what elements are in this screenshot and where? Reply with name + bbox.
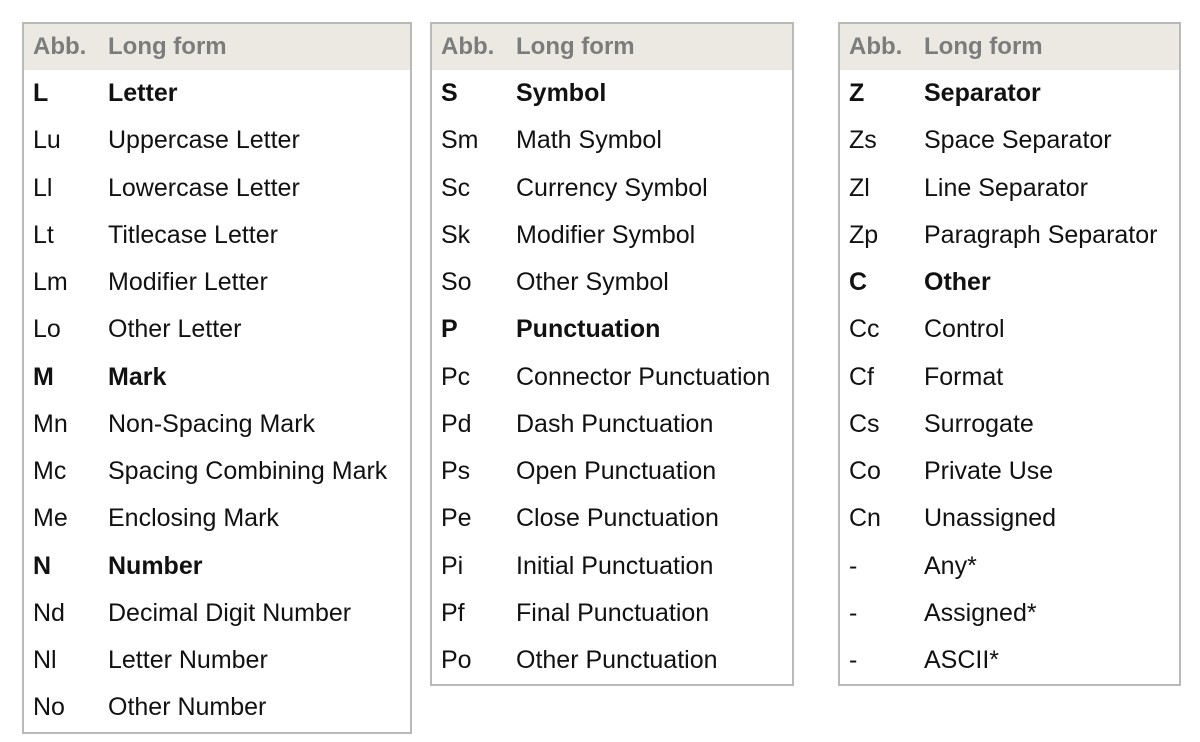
abbreviation-cell: Pd — [441, 409, 472, 438]
long-form-cell: Punctuation — [516, 315, 661, 344]
abbreviation-cell: Pe — [441, 504, 472, 533]
header-long-form: Long form — [915, 23, 1180, 70]
header-abbreviation: Abb. — [23, 23, 99, 70]
category-row — [23, 495, 411, 542]
abbreviation-cell: Sm — [441, 126, 479, 155]
category-row — [23, 306, 411, 353]
abbreviation-cell: P — [441, 315, 458, 344]
abbreviation-cell: Cf — [849, 362, 874, 391]
category-table-letters-marks-numbers — [22, 22, 412, 734]
category-row — [23, 117, 411, 164]
table-body — [839, 70, 1180, 685]
long-form-cell: Letter Number — [108, 646, 268, 675]
long-form-cell: Separator — [924, 79, 1041, 108]
abbreviation-cell: Lo — [33, 315, 61, 344]
abbreviation-cell: Pi — [441, 551, 464, 580]
category-group-row — [23, 543, 411, 590]
abbreviation-cell: M — [33, 362, 54, 391]
long-form-cell: Line Separator — [924, 173, 1089, 202]
table-header-row — [839, 23, 1180, 70]
long-form-cell: Decimal Digit Number — [108, 598, 352, 627]
category-row — [431, 212, 793, 259]
category-row — [839, 590, 1180, 637]
table-body — [431, 70, 793, 685]
long-form-cell: Unassigned — [924, 504, 1057, 533]
abbreviation-cell: Lu — [33, 126, 61, 155]
category-row — [23, 590, 411, 637]
category-row — [431, 637, 793, 685]
abbreviation-cell: - — [849, 551, 858, 580]
category-row — [23, 165, 411, 212]
category-row — [23, 448, 411, 495]
long-form-cell: Control — [924, 315, 1005, 344]
category-row — [23, 212, 411, 259]
category-row — [431, 401, 793, 448]
abbreviation-cell: L — [33, 79, 49, 108]
category-row — [431, 448, 793, 495]
long-form-cell: Titlecase Letter — [108, 220, 278, 249]
long-form-cell: Format — [924, 362, 1004, 391]
long-form-cell: Modifier Symbol — [516, 220, 696, 249]
long-form-cell: Other — [924, 268, 991, 297]
header-long-form: Long form — [99, 23, 411, 70]
abbreviation-cell: So — [441, 268, 472, 297]
abbreviation-cell: Lt — [33, 220, 54, 249]
abbreviation-cell: Po — [441, 646, 472, 675]
long-form-cell: Other Punctuation — [516, 646, 718, 675]
abbreviation-cell: Zs — [849, 126, 877, 155]
long-form-cell: Paragraph Separator — [924, 220, 1158, 249]
abbreviation-cell: Ll — [33, 173, 53, 202]
long-form-cell: Private Use — [924, 457, 1054, 486]
abbreviation-cell: Ps — [441, 457, 471, 486]
abbreviation-cell: Cc — [849, 315, 880, 344]
category-group-row — [431, 306, 793, 353]
abbreviation-cell: Pf — [441, 598, 465, 627]
long-form-cell: Assigned* — [924, 598, 1037, 627]
long-form-cell: Currency Symbol — [516, 173, 708, 202]
long-form-cell: Final Punctuation — [516, 598, 710, 627]
long-form-cell: Lowercase Letter — [108, 173, 300, 202]
abbreviation-cell: Mn — [33, 409, 68, 438]
category-table-symbols-punctuation — [430, 22, 794, 686]
table-header-row — [23, 23, 411, 70]
category-row — [839, 495, 1180, 542]
long-form-cell: Space Separator — [924, 126, 1112, 155]
abbreviation-cell: Me — [33, 504, 68, 533]
category-table-separators-other — [838, 22, 1181, 686]
abbreviation-cell: Pc — [441, 362, 471, 391]
abbreviation-cell: C — [849, 268, 868, 297]
abbreviation-cell: Cs — [849, 409, 880, 438]
category-row — [23, 259, 411, 306]
long-form-cell: Open Punctuation — [516, 457, 717, 486]
long-form-cell: Any* — [924, 551, 977, 580]
long-form-cell: Initial Punctuation — [516, 551, 714, 580]
category-row — [839, 117, 1180, 164]
long-form-cell: Symbol — [516, 79, 607, 108]
long-form-cell: Number — [108, 551, 203, 580]
abbreviation-cell: Mc — [33, 457, 67, 486]
long-form-cell: Other Number — [108, 693, 267, 722]
table-header-row — [431, 23, 793, 70]
category-row — [839, 401, 1180, 448]
abbreviation-cell: N — [33, 551, 52, 580]
category-row — [431, 354, 793, 401]
header-long-form: Long form — [507, 23, 793, 70]
category-row — [839, 212, 1180, 259]
category-row — [23, 637, 411, 684]
abbreviation-cell: Sk — [441, 220, 471, 249]
long-form-cell: Other Symbol — [516, 268, 669, 297]
long-form-cell: Mark — [108, 362, 167, 391]
category-group-row — [431, 70, 793, 117]
category-row — [431, 117, 793, 164]
abbreviation-cell: No — [33, 693, 65, 722]
category-row — [23, 684, 411, 732]
long-form-cell: Surrogate — [924, 409, 1034, 438]
long-form-cell: Connector Punctuation — [516, 362, 771, 391]
abbreviation-cell: - — [849, 598, 858, 627]
long-form-cell: Letter — [108, 79, 178, 108]
category-row — [431, 495, 793, 542]
category-group-row — [839, 259, 1180, 306]
category-row — [839, 354, 1180, 401]
category-row — [839, 165, 1180, 212]
abbreviation-cell: - — [849, 646, 858, 675]
abbreviation-cell: S — [441, 79, 458, 108]
abbreviation-cell: Sc — [441, 173, 471, 202]
abbreviation-cell: Lm — [33, 268, 68, 297]
long-form-cell: Uppercase Letter — [108, 126, 300, 155]
long-form-cell: Close Punctuation — [516, 504, 719, 533]
category-row — [839, 448, 1180, 495]
abbreviation-cell: Nd — [33, 598, 65, 627]
long-form-cell: ASCII* — [924, 646, 1000, 675]
category-row — [23, 401, 411, 448]
category-group-row — [23, 354, 411, 401]
long-form-cell: Other Letter — [108, 315, 242, 344]
abbreviation-cell: Nl — [33, 646, 57, 675]
header-abbreviation: Abb. — [431, 23, 507, 70]
category-row — [431, 543, 793, 590]
abbreviation-cell: Z — [849, 79, 865, 108]
category-group-row — [839, 70, 1180, 117]
long-form-cell: Non-Spacing Mark — [108, 409, 316, 438]
category-row — [839, 543, 1180, 590]
abbreviation-cell: Co — [849, 457, 881, 486]
abbreviation-cell: Zp — [849, 220, 879, 249]
category-row — [431, 165, 793, 212]
category-group-row — [23, 70, 411, 117]
long-form-cell: Modifier Letter — [108, 268, 268, 297]
abbreviation-cell: Cn — [849, 504, 881, 533]
long-form-cell: Dash Punctuation — [516, 409, 714, 438]
category-row — [431, 259, 793, 306]
long-form-cell: Math Symbol — [516, 126, 662, 155]
category-row — [839, 306, 1180, 353]
long-form-cell: Spacing Combining Mark — [108, 457, 388, 486]
header-abbreviation: Abb. — [839, 23, 915, 70]
table-body — [23, 70, 411, 733]
abbreviation-cell: Zl — [849, 173, 870, 202]
category-row — [431, 590, 793, 637]
category-row — [839, 637, 1180, 685]
long-form-cell: Enclosing Mark — [108, 504, 279, 533]
